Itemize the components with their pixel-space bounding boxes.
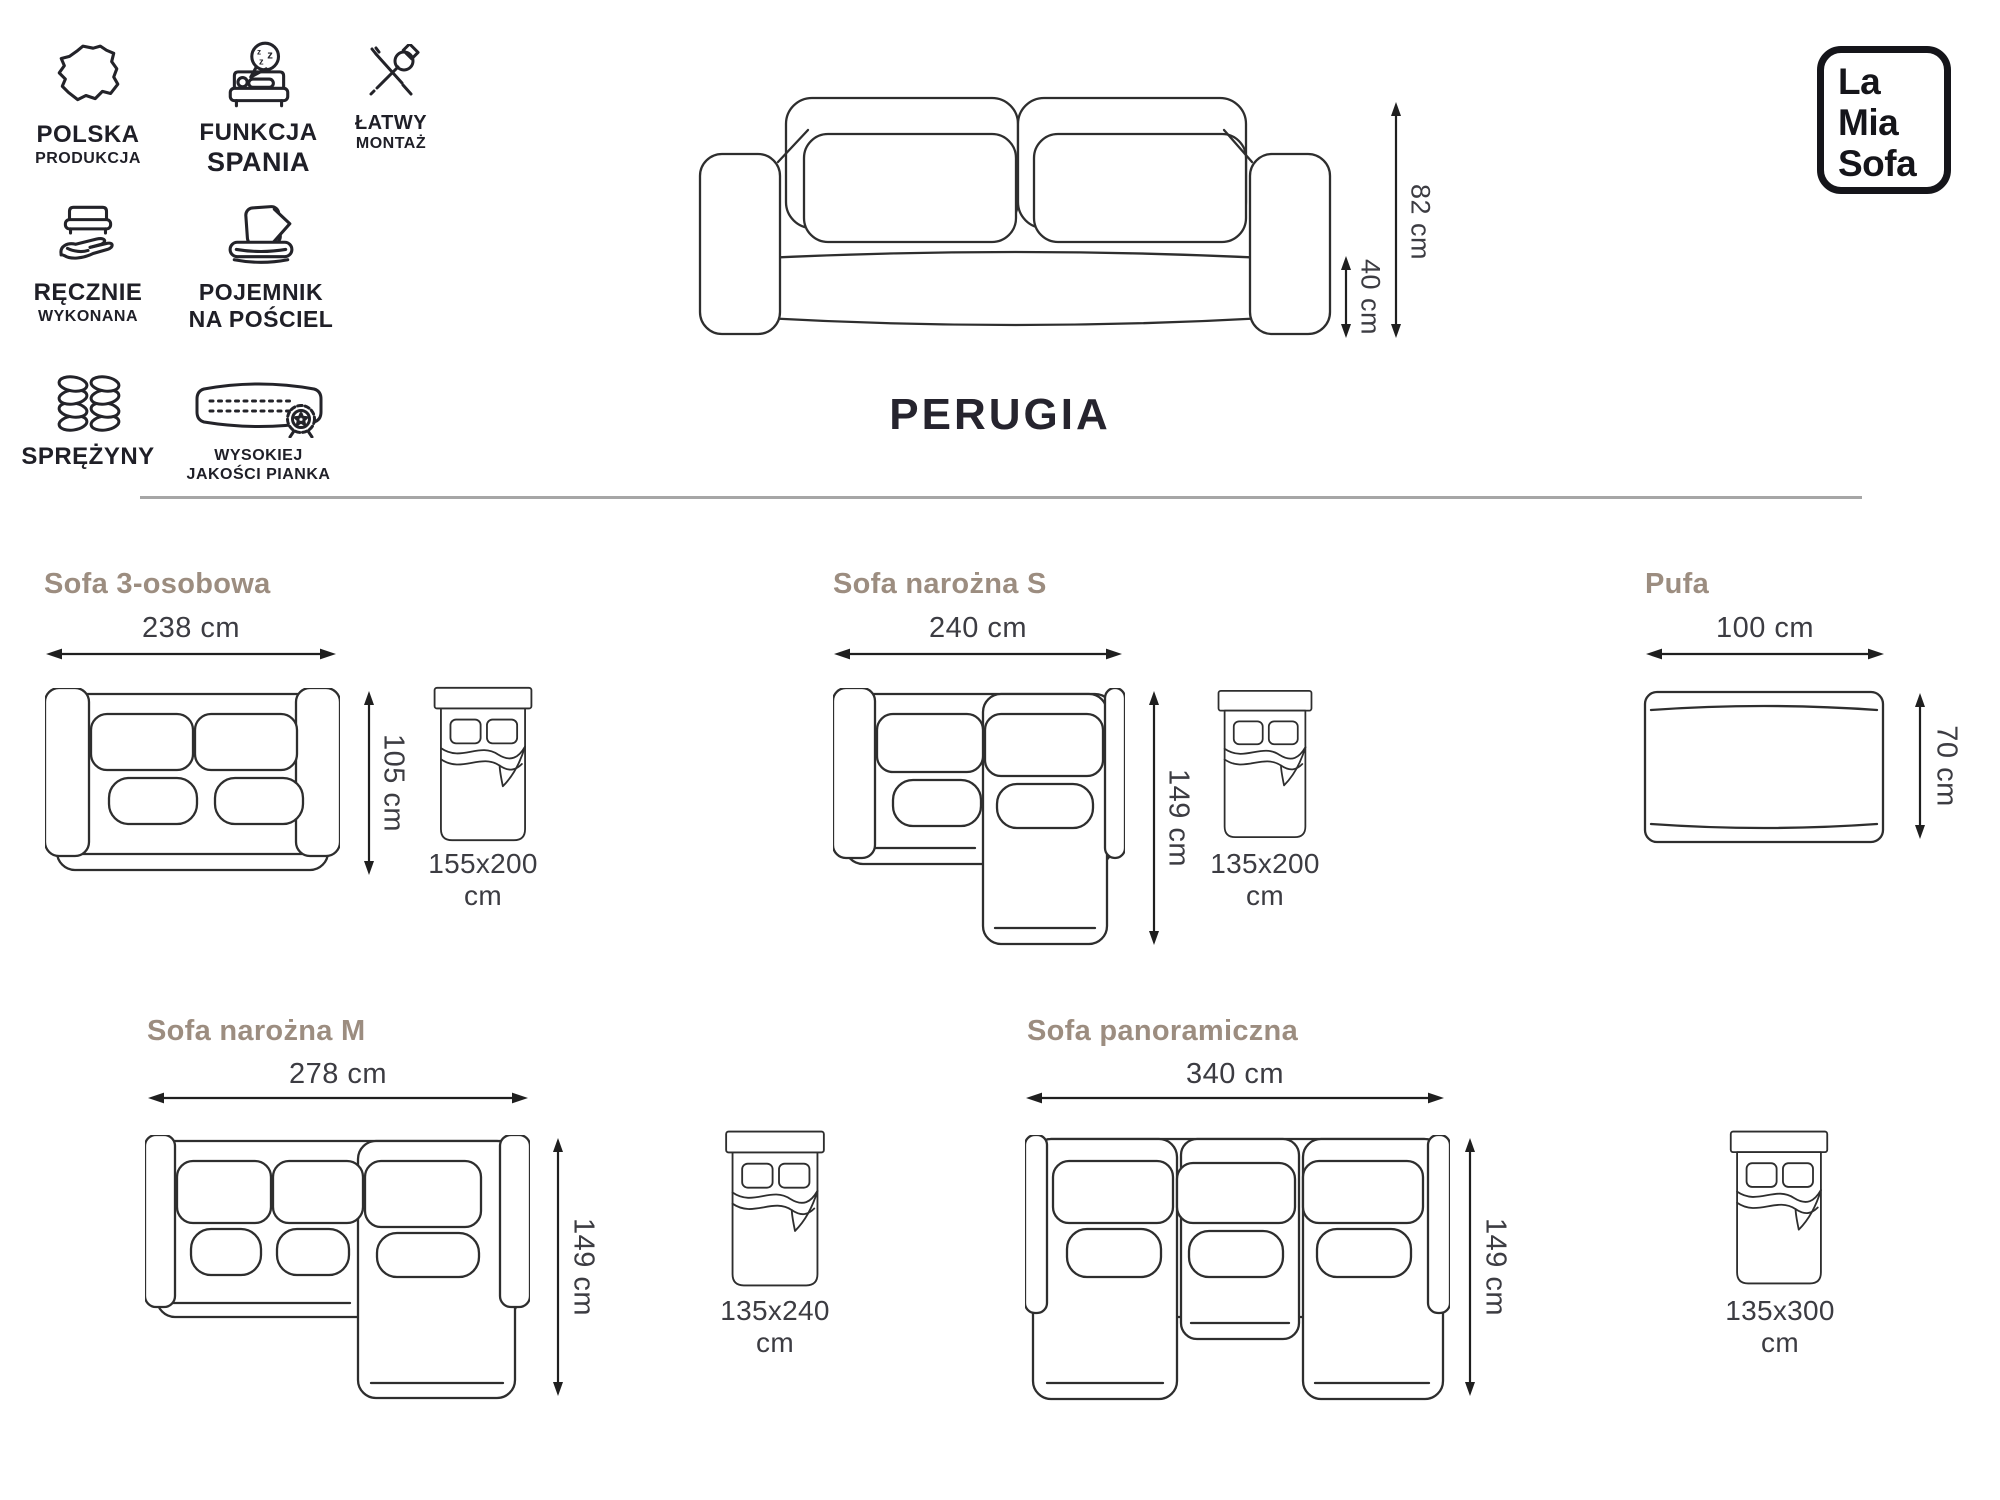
- feature-sprezyny: [18, 372, 158, 471]
- feature-label: RĘCZNIE: [33, 279, 143, 306]
- depth-arrow: [1146, 690, 1162, 946]
- logo-line: La: [1838, 61, 1881, 102]
- product-depth-label: 70 cm: [1930, 725, 1963, 807]
- product-width-label: 278 cm: [288, 1058, 388, 1090]
- bed-size-drawing: [712, 1130, 838, 1287]
- sofa-narozna-m-drawing: [145, 1135, 530, 1402]
- feature-pojemnik-na-posciel: [186, 196, 336, 333]
- depth-arrow: [1462, 1137, 1478, 1397]
- logo-line: Mia: [1838, 102, 1899, 143]
- feature-pianka: [176, 376, 341, 484]
- feature-label: WYSOKIEJ: [214, 447, 303, 464]
- total-height-label: 82 cm: [1405, 183, 1436, 261]
- page-title: PERUGIA: [889, 390, 1111, 439]
- depth-arrow: [361, 690, 377, 876]
- feature-label: ŁATWY: [354, 112, 428, 134]
- bed-size-label: 135x300 cm: [1725, 1295, 1835, 1358]
- depth-arrow: [550, 1137, 566, 1397]
- product-name: Sofa narożna M: [147, 1015, 366, 1047]
- pufa-drawing: [1643, 690, 1885, 844]
- width-arrow: [1645, 646, 1885, 662]
- bed-size-drawing: [1717, 1130, 1841, 1285]
- bedding-container-icon: [226, 196, 296, 272]
- width-arrow: [1025, 1090, 1445, 1106]
- width-arrow: [833, 646, 1123, 662]
- svg-text:z: z: [266, 49, 273, 62]
- foam-quality-icon: [194, 376, 324, 438]
- bed-size-label: 135x240 cm: [720, 1295, 830, 1358]
- product-width-label: 340 cm: [1185, 1058, 1285, 1090]
- feature-sublabel: JAKOŚCI PIANKA: [186, 466, 331, 484]
- assembly-tools-icon: [362, 44, 420, 104]
- product-name: Sofa panoramiczna: [1027, 1015, 1298, 1047]
- brand-logo: [1817, 46, 1951, 194]
- seat-height-label: 40 cm: [1355, 258, 1386, 336]
- section-divider: [140, 496, 1862, 499]
- product-name: Pufa: [1645, 568, 1710, 600]
- total-height-arrow: [1388, 101, 1404, 339]
- product-depth-label: 149 cm: [567, 1217, 600, 1317]
- product-depth-label: 149 cm: [1479, 1217, 1512, 1317]
- hero-sofa-drawing: [698, 96, 1332, 340]
- feature-sublabel: WYKONANA: [38, 307, 138, 325]
- product-name: Sofa narożna S: [833, 568, 1047, 600]
- sofa-narozna-s-drawing: [833, 688, 1125, 950]
- sleep-function-icon: [220, 40, 298, 112]
- product-name: Sofa 3-osobowa: [44, 568, 271, 600]
- product-width-label: 100 cm: [1715, 612, 1815, 644]
- feature-latwy-montaz: [332, 44, 450, 154]
- feature-funkcja-spania: [186, 40, 331, 177]
- logo-line: Sofa: [1838, 143, 1917, 184]
- width-arrow: [147, 1090, 529, 1106]
- product-width-label: 240 cm: [928, 612, 1028, 644]
- svg-text:z: z: [256, 47, 261, 57]
- feature-sublabel: SPANIA: [206, 146, 310, 177]
- bed-size-label: 135x200 cm: [1210, 848, 1320, 911]
- springs-icon: [53, 372, 123, 436]
- width-arrow: [45, 646, 337, 662]
- feature-label: SPRĘŻYNY: [21, 443, 155, 470]
- bed-size-label: 155x200 cm: [428, 848, 538, 911]
- hand-sofa-icon: [51, 196, 125, 272]
- feature-sublabel: MONTAŻ: [355, 135, 427, 153]
- feature-sublabel: PRODUKCJA: [35, 149, 141, 167]
- svg-text:z: z: [258, 56, 264, 67]
- bed-size-drawing: [433, 686, 533, 842]
- poland-map-icon: [52, 40, 124, 114]
- feature-label: FUNKCJA: [199, 119, 318, 146]
- sofa-3-osobowa-drawing: [45, 688, 340, 880]
- feature-polska-produkcja: [18, 40, 158, 168]
- sofa-panoramiczna-drawing: [1025, 1135, 1450, 1403]
- bed-size-drawing: [1217, 686, 1313, 842]
- feature-sublabel: NA POŚCIEL: [188, 305, 334, 332]
- product-depth-label: 105 cm: [377, 733, 410, 833]
- seat-height-arrow: [1338, 255, 1354, 339]
- depth-arrow: [1912, 692, 1928, 840]
- feature-label: POJEMNIK: [198, 279, 324, 305]
- feature-recznie-wykonana: [18, 196, 158, 326]
- product-depth-label: 149 cm: [1162, 768, 1195, 868]
- feature-label: POLSKA: [36, 121, 140, 148]
- product-width-label: 238 cm: [141, 612, 241, 644]
